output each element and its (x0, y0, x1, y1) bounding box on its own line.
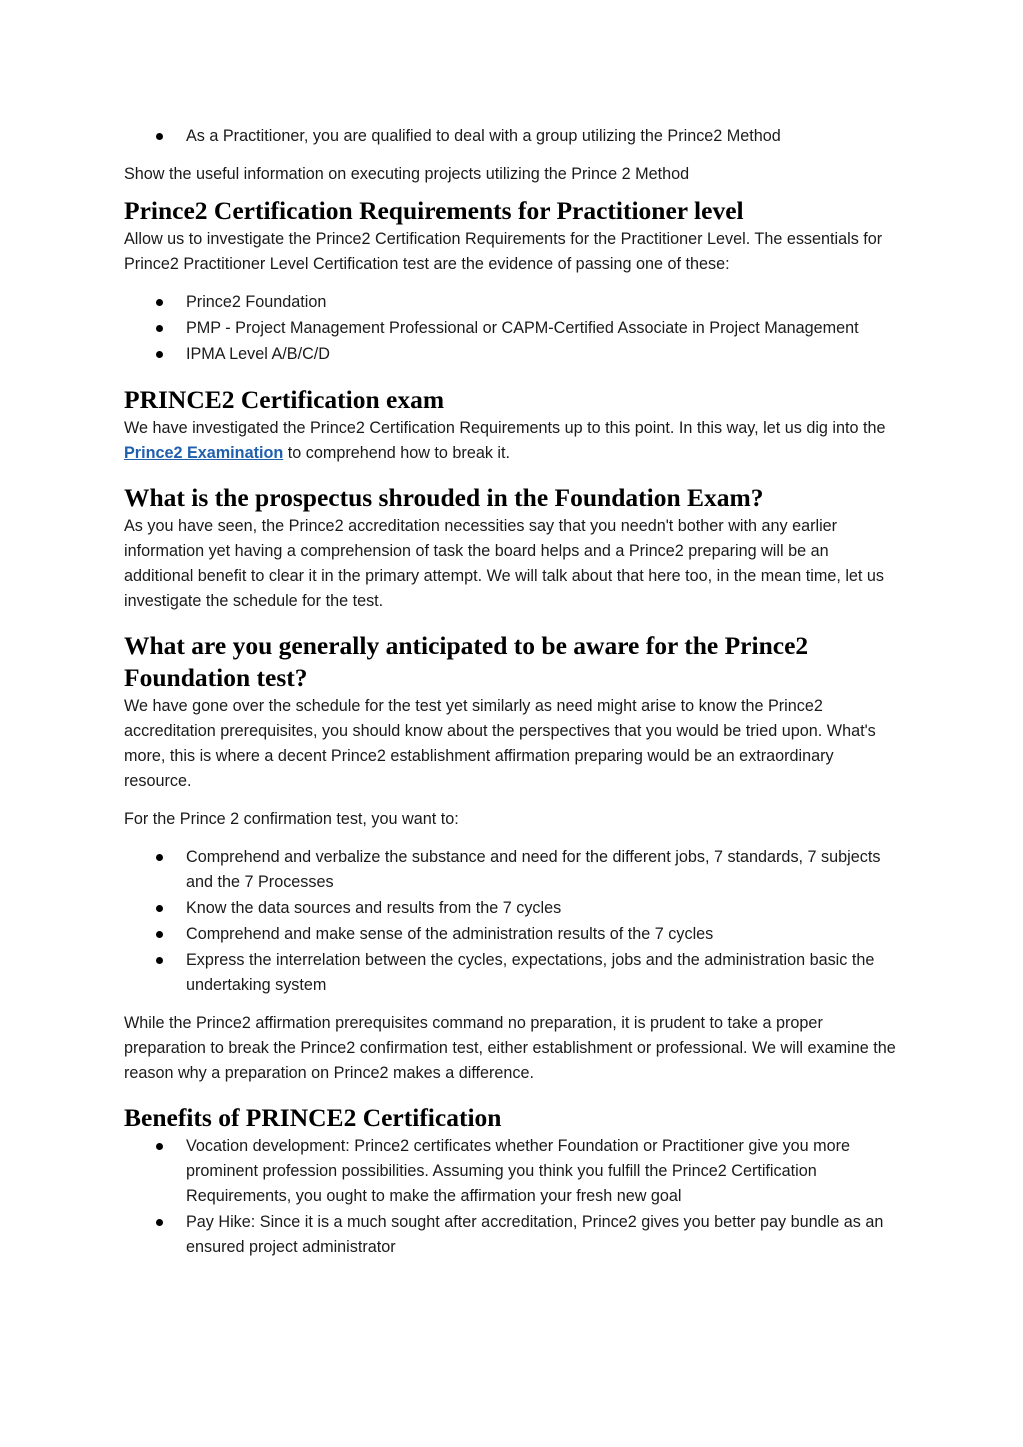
document-page (124, 124, 900, 1273)
list-item: As a Practitioner, you are qualified to deal with a group utilizing the Prince2 Method (124, 124, 900, 149)
list-item: Know the data sources and results from the 7 cycles (124, 896, 900, 921)
list-item: Prince2 Foundation (124, 290, 900, 315)
certification-exam-text-before: We have investigated the Prince2 Certification Requirements up to this point. In this way, let us dig into the (124, 419, 886, 437)
intro-paragraph: Show the useful information on executing projects utilizing the Prince 2 Method (124, 165, 690, 183)
intro-list (124, 124, 900, 149)
list-item: Comprehend and make sense of the administration results of the 7 cycles (124, 922, 900, 947)
list-item: Pay Hike: Since it is a much sought after accreditation, Prince2 gives you better pay bundle as an ensured project administrator (124, 1210, 900, 1260)
certification-exam-text-after: to comprehend how to break it. (283, 444, 511, 462)
preparation-paragraph: While the Prince2 affirmation prerequisites command no preparation, it is prudent to take a proper preparation to break the Prince2 confirmation test, either establishment or professional. We will examine the reason why a preparation on Prince2 makes a difference. (124, 1014, 896, 1082)
heading-benefits: Benefits of PRINCE2 Certification (124, 1103, 502, 1132)
foundation-prospectus-paragraph: As you have seen, the Prince2 accreditation necessities say that you needn't bother with any earlier information yet having a comprehension of task the board helps and a Prince2 preparing will be an additional benefit to clear it in the primary attempt. We will talk about that here too, in the mean time, let us investigate the schedule for the test. (124, 517, 885, 610)
list-item: Express the interrelation between the cycles, expectations, jobs and the administration basic the undertaking system (124, 948, 900, 998)
confirmation-test-intro: For the Prince 2 confirmation test, you want to: (124, 810, 459, 828)
list-item: Vocation development: Prince2 certificates whether Foundation or Practitioner give you more prominent profession possibilities. Assuming you think you fulfill the Prince2 Certification Requirements, you ought to make the affirmation your fresh new goal (124, 1134, 900, 1209)
heading-certification-exam: PRINCE2 Certification exam (124, 385, 445, 414)
heading-foundation-prospectus: What is the prospectus shrouded in the Foundation Exam? (124, 483, 764, 512)
practitioner-requirements-paragraph: Allow us to investigate the Prince2 Certification Requirements for the Practitioner Level. The essentials for Prince2 Practitioner Level Certification test are the evidence of passing one of these: (124, 230, 883, 273)
heading-foundation-awareness: What are you generally anticipated to be aware for the Prince2 Foundation test? (124, 631, 809, 692)
foundation-awareness-paragraph: We have gone over the schedule for the test yet similarly as need might arise to know the Prince2 accreditation prerequisites, you should know about the perspectives that you would be tried upon. What's more, this is where a decent Prince2 establishment affirmation preparing would be an extraordinary resource. (124, 697, 876, 790)
list-item: Comprehend and verbalize the substance and need for the different jobs, 7 standards, 7 subjects and the 7 Processes (124, 845, 900, 895)
confirmation-test-list (124, 845, 900, 998)
benefits-list (124, 1134, 900, 1260)
prince2-examination-link[interactable]: Prince2 Examination (124, 444, 284, 462)
list-item: PMP - Project Management Professional or CAPM-Certified Associate in Project Management (124, 316, 900, 341)
practitioner-requirements-list (124, 290, 900, 367)
list-item: IPMA Level A/B/C/D (124, 342, 900, 367)
certification-exam-paragraph (124, 416, 900, 466)
heading-practitioner-requirements: Prince2 Certification Requirements for Practitioner level (124, 196, 744, 225)
